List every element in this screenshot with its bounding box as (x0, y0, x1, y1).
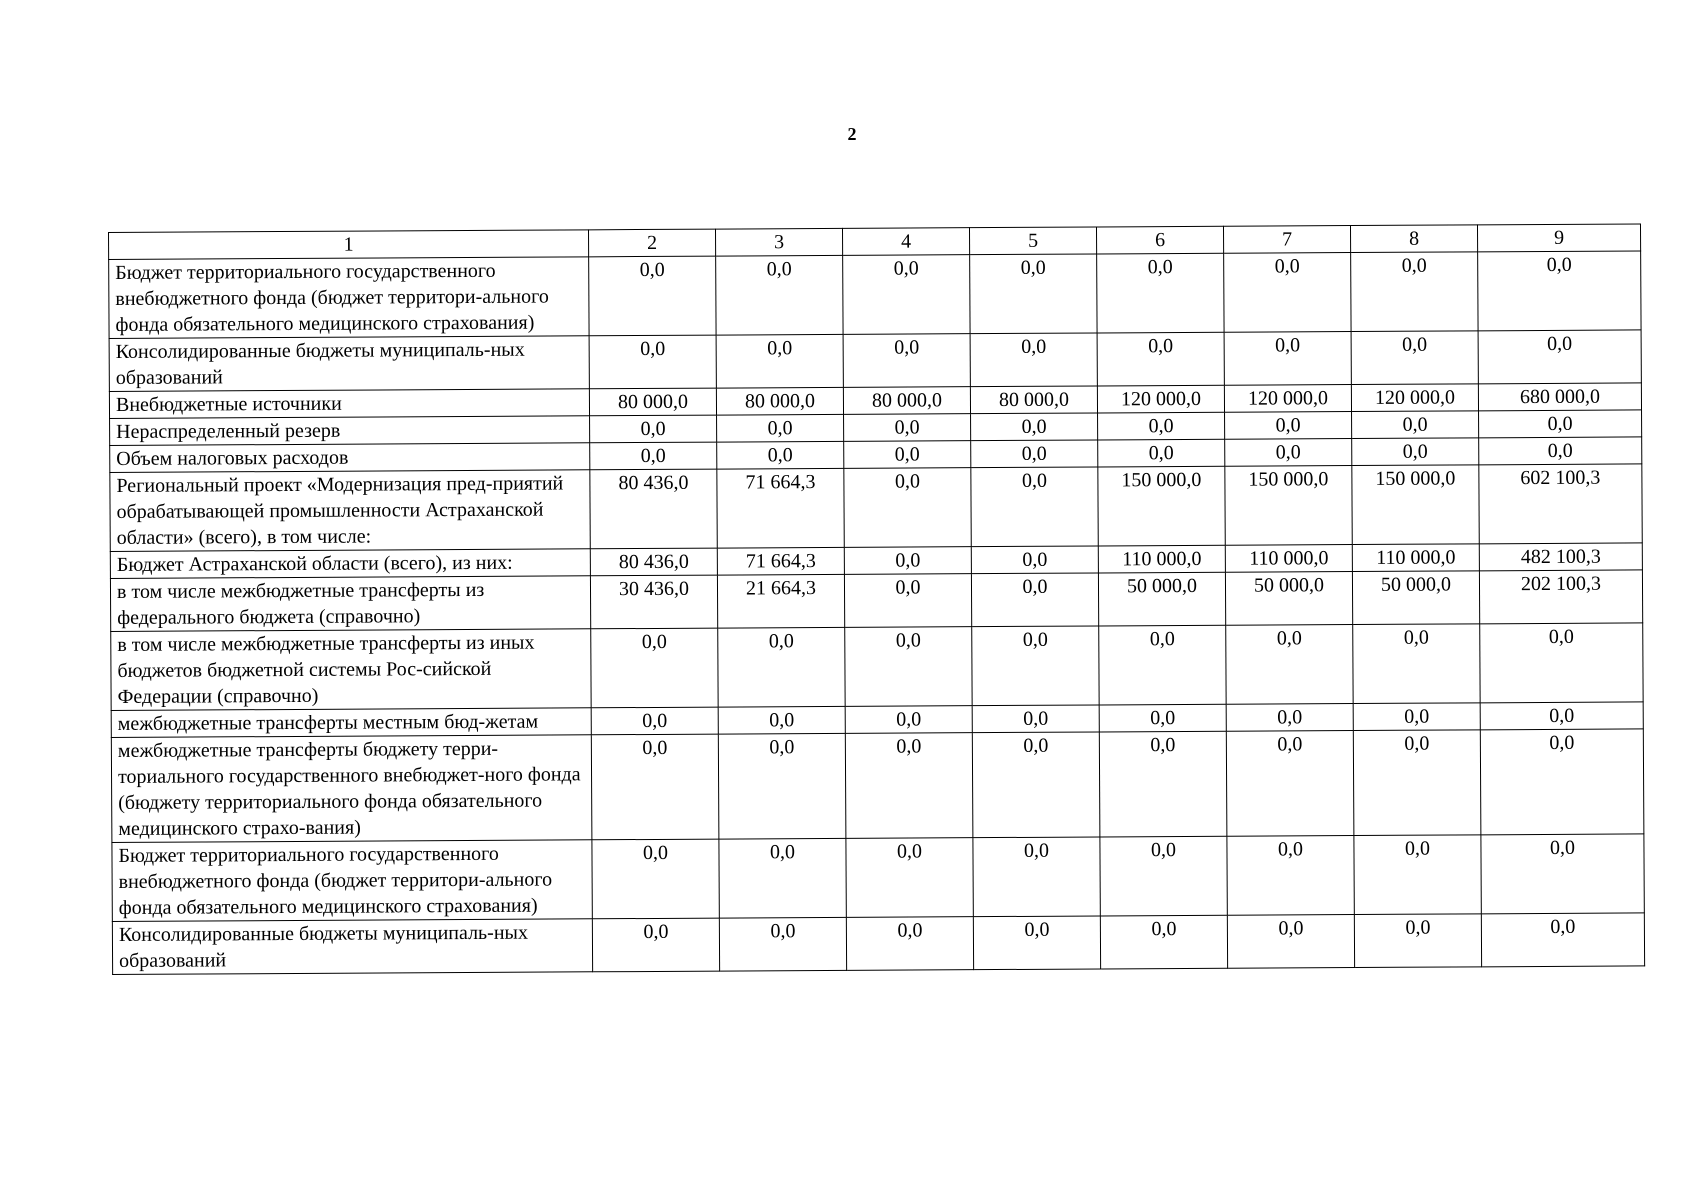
value-cell: 0,0 (1100, 836, 1227, 916)
row-label: Бюджет территориального государственного внебюджетного фонда (бюджет территори-ального фонда обязательного медицинского страхования) (112, 840, 592, 922)
value-cell: 21 664,3 (717, 574, 844, 628)
row-label: Консолидированные бюджеты муниципаль-ных образований (109, 336, 589, 392)
value-cell: 0,0 (844, 574, 971, 628)
value-cell: 0,0 (972, 626, 1099, 706)
value-cell: 0,0 (1351, 252, 1478, 332)
value-cell: 0,0 (1225, 412, 1352, 440)
row-label: Региональный проект «Модернизация пред-приятий обрабатывающей промышленности Астраханской области» (всего), в том числе: (110, 470, 590, 552)
row-label: в том числе межбюджетные трансферты из иных бюджетов бюджетной системы Рос-сийской Федерации (справочно) (111, 629, 591, 711)
value-cell: 0,0 (844, 468, 971, 548)
value-cell: 0,0 (1099, 704, 1226, 732)
value-cell: 0,0 (1478, 330, 1641, 384)
value-cell: 50 000,0 (1098, 572, 1225, 626)
value-cell: 0,0 (845, 706, 972, 734)
value-cell: 0,0 (1099, 625, 1226, 705)
value-cell: 0,0 (846, 838, 973, 918)
column-header: 4 (842, 228, 969, 256)
column-header: 6 (1096, 226, 1223, 254)
value-cell: 0,0 (591, 707, 718, 735)
value-cell: 0,0 (590, 442, 717, 470)
row-label: межбюджетные трансферты местным бюд-жетам (111, 708, 591, 738)
table-body (109, 224, 1645, 975)
value-cell: 0,0 (1354, 914, 1481, 968)
value-cell: 0,0 (718, 706, 845, 734)
value-cell: 0,0 (1227, 915, 1354, 969)
value-cell: 150 000,0 (1098, 466, 1225, 546)
value-cell: 0,0 (590, 415, 717, 443)
value-cell: 0,0 (1224, 253, 1351, 333)
value-cell: 30 436,0 (590, 575, 717, 629)
value-cell: 202 100,3 (1479, 570, 1642, 624)
value-cell: 0,0 (1353, 730, 1481, 836)
value-cell: 0,0 (1097, 253, 1224, 333)
value-cell: 0,0 (971, 440, 1098, 468)
value-cell: 80 436,0 (590, 469, 717, 549)
row-label: Внебюджетные источники (109, 389, 589, 419)
value-cell: 0,0 (1100, 915, 1227, 969)
value-cell: 680 000,0 (1478, 383, 1641, 411)
table-row (112, 913, 1644, 975)
value-cell: 120 000,0 (1224, 385, 1351, 413)
value-cell: 0,0 (1352, 411, 1479, 439)
value-cell: 0,0 (1227, 836, 1354, 916)
value-cell: 0,0 (845, 627, 972, 707)
value-cell: 0,0 (973, 837, 1100, 917)
value-cell: 0,0 (845, 733, 973, 839)
value-cell: 0,0 (1098, 439, 1225, 467)
value-cell: 0,0 (592, 918, 719, 972)
value-cell: 110 000,0 (1225, 545, 1352, 573)
value-cell: 0,0 (1099, 731, 1227, 837)
value-cell: 0,0 (717, 414, 844, 442)
table-row (109, 251, 1641, 339)
column-header: 5 (969, 227, 1096, 255)
table-row (112, 834, 1644, 922)
value-cell: 0,0 (717, 441, 844, 469)
value-cell: 0,0 (1480, 729, 1644, 835)
table-row (110, 464, 1642, 552)
value-cell: 0,0 (1226, 704, 1353, 732)
value-cell: 80 000,0 (716, 387, 843, 415)
value-cell: 0,0 (716, 334, 843, 388)
value-cell: 80 000,0 (970, 386, 1097, 414)
value-cell: 0,0 (1479, 410, 1642, 438)
value-cell: 0,0 (844, 414, 971, 442)
table-row (109, 330, 1641, 392)
value-cell: 0,0 (843, 255, 970, 335)
value-cell: 0,0 (972, 732, 1100, 838)
value-cell: 120 000,0 (1351, 384, 1478, 412)
row-label: Бюджет территориального государственного внебюджетного фонда (бюджет территори-ального фонда обязательного медицинского страхования) (109, 257, 589, 339)
value-cell: 0,0 (1353, 703, 1480, 731)
value-cell: 0,0 (1224, 332, 1351, 386)
row-label: Нераспределенный резерв (110, 416, 590, 446)
value-cell: 0,0 (1353, 624, 1480, 704)
value-cell: 0,0 (1481, 913, 1644, 967)
value-cell: 0,0 (719, 838, 846, 918)
value-cell: 0,0 (843, 334, 970, 388)
column-header: 9 (1477, 224, 1640, 252)
value-cell: 80 000,0 (589, 388, 716, 416)
table-row (110, 570, 1642, 632)
value-cell: 0,0 (719, 917, 846, 971)
value-cell: 0,0 (1226, 625, 1353, 705)
value-cell: 0,0 (844, 547, 971, 575)
value-cell: 0,0 (591, 734, 719, 840)
value-cell: 482 100,3 (1479, 543, 1642, 571)
value-cell: 0,0 (718, 733, 846, 839)
value-cell: 0,0 (1479, 437, 1642, 465)
value-cell: 80 436,0 (590, 548, 717, 576)
value-cell: 150 000,0 (1225, 466, 1352, 546)
value-cell: 0,0 (1351, 331, 1478, 385)
value-cell: 0,0 (589, 256, 716, 336)
value-cell: 0,0 (1354, 835, 1481, 915)
value-cell: 0,0 (591, 628, 718, 708)
value-cell: 110 000,0 (1352, 544, 1479, 572)
row-label: Консолидированные бюджеты муниципаль-ных образований (112, 919, 592, 975)
value-cell: 0,0 (716, 255, 843, 335)
row-label: межбюджетные трансферты бюджету терри-ториального государственного внебюджет-ного фонда (бюджету территориального фонда обязательного медицинского страхо-вания) (111, 735, 592, 843)
value-cell: 0,0 (589, 335, 716, 389)
value-cell: 0,0 (844, 441, 971, 469)
value-cell: 0,0 (973, 916, 1100, 970)
column-header: 8 (1350, 225, 1477, 253)
value-cell: 0,0 (1480, 702, 1643, 730)
value-cell: 0,0 (1226, 731, 1354, 837)
page-number: 2 (847, 124, 857, 144)
value-cell: 0,0 (592, 839, 719, 919)
value-cell: 0,0 (1481, 834, 1644, 914)
value-cell: 0,0 (971, 413, 1098, 441)
value-cell: 0,0 (970, 254, 1097, 334)
column-header: 7 (1223, 226, 1350, 254)
value-cell: 0,0 (1098, 412, 1225, 440)
value-cell: 80 000,0 (843, 387, 970, 415)
value-cell: 71 664,3 (717, 547, 844, 575)
value-cell: 0,0 (971, 467, 1098, 547)
value-cell: 0,0 (1097, 332, 1224, 386)
value-cell: 0,0 (971, 573, 1098, 627)
row-label: Объем налоговых расходов (110, 443, 590, 473)
value-cell: 50 000,0 (1225, 572, 1352, 626)
row-label: Бюджет Астраханской области (всего), из них: (110, 549, 590, 579)
value-cell: 0,0 (1480, 623, 1643, 703)
value-cell: 0,0 (1352, 438, 1479, 466)
row-label: в том числе межбюджетные трансферты из федерального бюджета (справочно) (110, 576, 590, 632)
value-cell: 71 664,3 (717, 468, 844, 548)
value-cell: 602 100,3 (1479, 464, 1642, 544)
value-cell: 0,0 (972, 705, 1099, 733)
table-row (111, 623, 1643, 711)
value-cell: 0,0 (971, 546, 1098, 574)
value-cell: 0,0 (846, 917, 973, 971)
column-header: 2 (588, 229, 715, 257)
value-cell: 0,0 (1478, 251, 1641, 331)
value-cell: 50 000,0 (1352, 571, 1479, 625)
column-header: 3 (715, 228, 842, 256)
value-cell: 150 000,0 (1352, 465, 1479, 545)
value-cell: 120 000,0 (1097, 385, 1224, 413)
table-row (111, 729, 1644, 843)
value-cell: 0,0 (718, 627, 845, 707)
column-header: 1 (109, 230, 589, 260)
budget-table (108, 223, 1645, 975)
value-cell: 0,0 (970, 333, 1097, 387)
value-cell: 0,0 (1225, 439, 1352, 467)
value-cell: 110 000,0 (1098, 545, 1225, 573)
